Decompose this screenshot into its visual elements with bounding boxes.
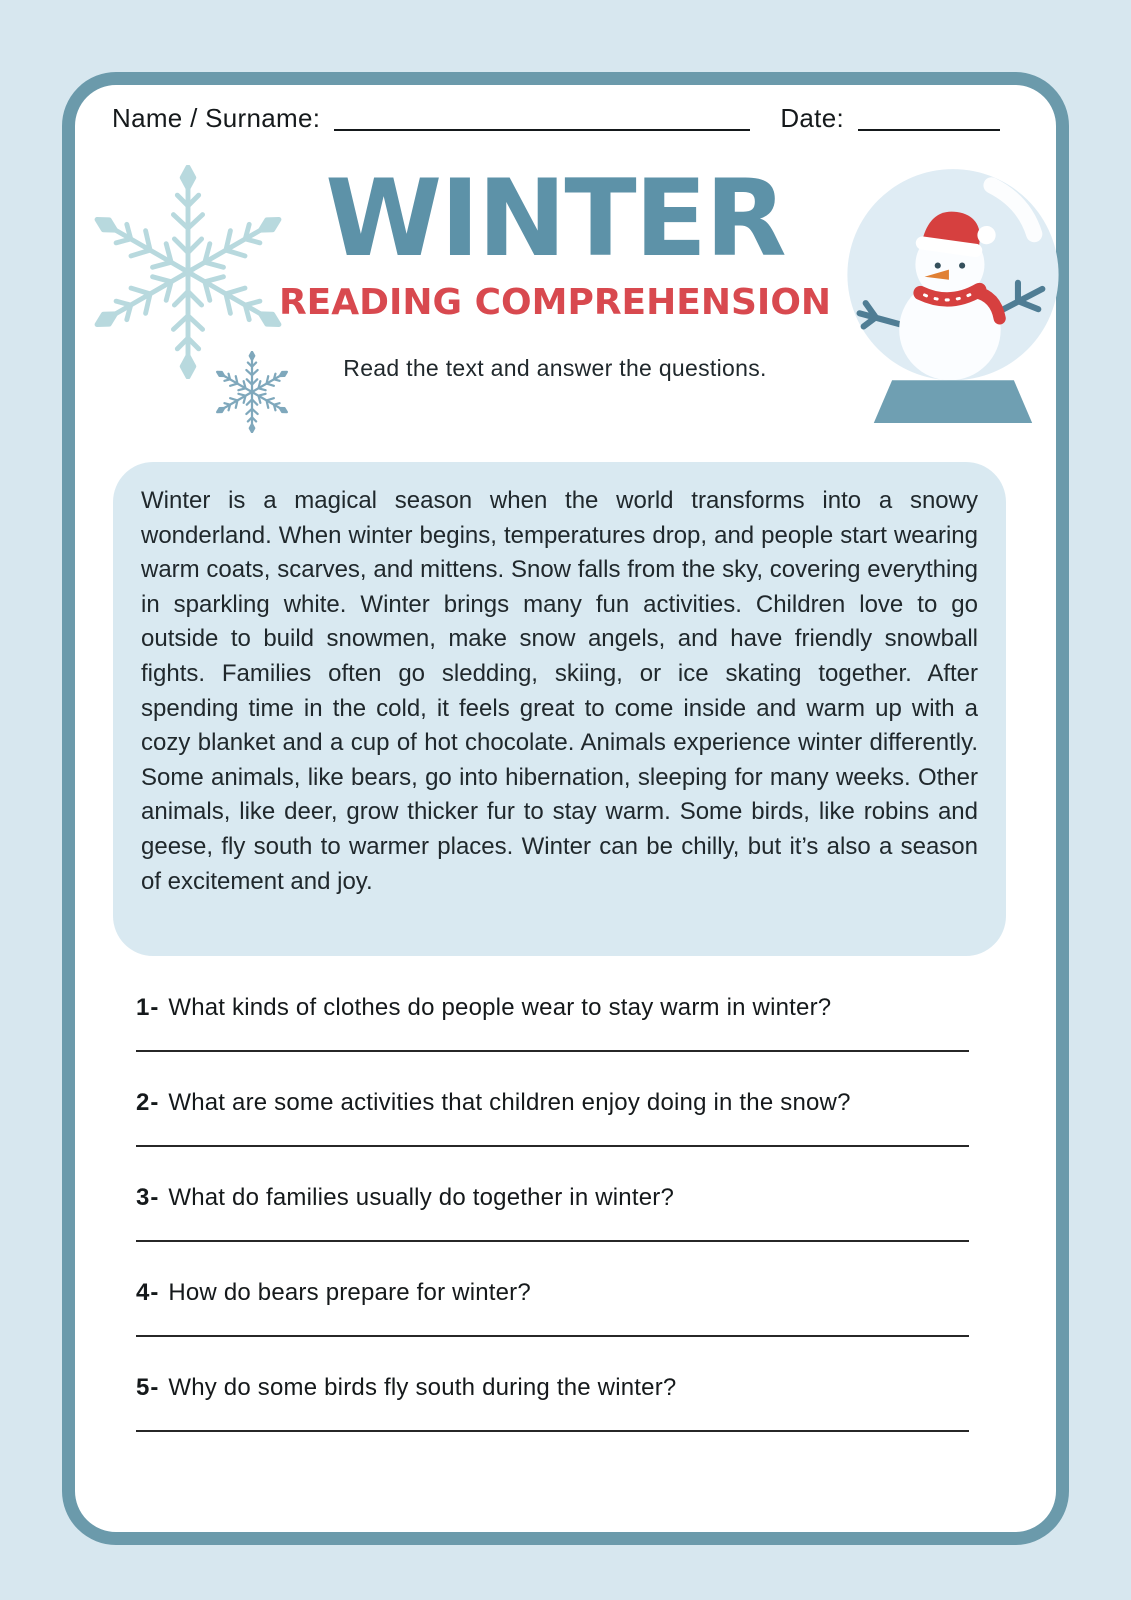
question-label: How do bears prepare for winter? [168, 1279, 531, 1306]
question-2 [136, 1088, 969, 1147]
snow-globe-snowman-illustration [843, 161, 1065, 427]
question-text [136, 1373, 969, 1403]
question-label: What are some activities that children enjoy doing in the snow? [168, 1089, 851, 1116]
title-block [245, 157, 865, 382]
page-title: WINTER [325, 157, 785, 280]
question-text [136, 1088, 969, 1118]
page-subtitle: READING COMPREHENSION [278, 282, 832, 324]
answer-line-4[interactable] [136, 1335, 969, 1337]
question-4 [136, 1278, 969, 1337]
header-row [112, 103, 1000, 137]
question-text [136, 1278, 969, 1308]
date-label: Date: [780, 103, 844, 133]
question-label: Why do some birds fly south during the winter? [168, 1374, 677, 1401]
question-number: 5- [136, 1374, 160, 1401]
name-input-line[interactable] [334, 129, 750, 131]
name-label: Name / Surname: [112, 103, 321, 133]
question-number: 1- [136, 994, 160, 1021]
question-label: What do families usually do together in winter? [168, 1184, 674, 1211]
answer-line-5[interactable] [136, 1430, 969, 1432]
question-number: 2- [136, 1089, 160, 1116]
question-3 [136, 1183, 969, 1242]
question-number: 3- [136, 1184, 160, 1211]
answer-line-1[interactable] [136, 1050, 969, 1052]
question-text [136, 993, 969, 1023]
answer-line-3[interactable] [136, 1240, 969, 1242]
question-1 [136, 993, 969, 1052]
question-text [136, 1183, 969, 1213]
question-5 [136, 1373, 969, 1432]
instruction-text: Read the text and answer the questions. [343, 355, 767, 382]
reading-passage: Winter is a magical season when the world transforms into a snowy wonderland. When winter begins, temperatures drop, and people start wearing warm coats, scarves, and mittens. Snow falls from the sky, covering everything in sparkling white. Winter brings many fun activities. Children love to go outside to build snowmen, make snow angels, and have friendly snowball fights. Families often go sledding, skiing, or ice skating together. After spending time in the cold, it feels great to come inside and warm up with a cozy blanket and a cup of hot chocolate. Animals experience winter differently. Some animals, like bears, go into hibernation, sleeping for many weeks. Other animals, like deer, grow thicker fur to stay warm. Some birds, like robins and geese, fly south to warmer places. Winter can be chilly, but it’s also a season of excitement and joy. [113, 462, 1006, 956]
question-label: What kinds of clothes do people wear to stay warm in winter? [168, 994, 832, 1021]
date-input-line[interactable] [858, 129, 1000, 131]
answer-line-2[interactable] [136, 1145, 969, 1147]
question-number: 4- [136, 1279, 160, 1306]
worksheet-card [62, 72, 1069, 1545]
questions-section [136, 993, 969, 1468]
